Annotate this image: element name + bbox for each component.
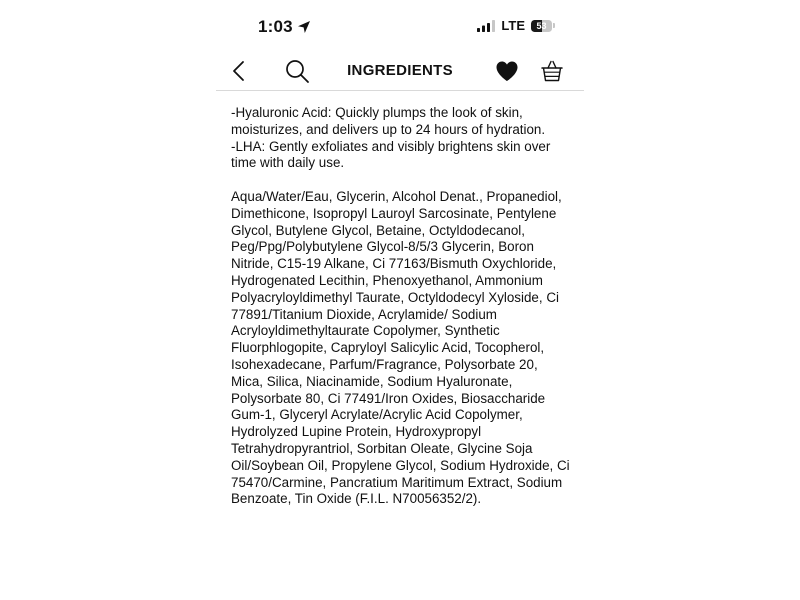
- status-bar: [216, 0, 584, 52]
- status-time: 1:03: [258, 17, 293, 36]
- status-time-group: [258, 17, 311, 37]
- network-type: LTE: [501, 18, 525, 33]
- phone-screen: [216, 0, 584, 600]
- cellular-signal-icon: [477, 20, 495, 32]
- benefit-lha: -LHA: Gently exfoliates and visibly brightens skin over time with daily use.: [231, 138, 551, 171]
- battery-icon: [531, 19, 556, 32]
- shopping-basket-icon: [540, 59, 564, 83]
- basket-button[interactable]: [539, 58, 565, 84]
- battery-level: 53: [536, 20, 547, 31]
- ingredients-list: Aqua/Water/Eau, Glycerin, Alcohol Denat., Propanediol, Dimethicone, Isopropyl Lauroyl Sarcosinate, Pentylene Glycol, Butylene Glycol, Betaine, Octyldodecanol, Peg/Ppg/Polybutylene Glycol-8/5/3 Glycerin, Boron Nitride, C15-19 Alkane, Ci 77163/Bismuth Oxychloride, Hydrogenated Lecithin, Phenoxyethanol, Ammonium Polyacryloyldimethyl Taurate, Octyldodecyl Xyloside, Ci 77891/Titanium Dioxide, Acrylamide/ Sodium Acryloyldimethyltaurate Copolymer, Synthetic Fluorphlogopite, Capryloyl Salicylic Acid, Tocopherol, Isohexadecane, Parfum/Fragrance, Polysorbate 20, Mica, Silica, Niacinamide, Sodium Hyaluronate, Polysorbate 80, Ci 77491/Iron Oxides, Biosaccharide Gum-1, Glyceryl Acrylate/Acrylic Acid Copolymer, Hydrolyzed Lupine Protein, Hydroxypropyl Tetrahydropyrantriol, Sorbitan Oleate, Glycine Soja Oil/Soybean Oil, Propylene Glycol, Sodium Hydroxide, Ci 75470/Carmine, Pancratium Maritimum Extract, Sodium Benzoate, Tin Oxide (F.I.L. N70056352/2).: [231, 188, 570, 507]
- heart-icon: [495, 60, 519, 82]
- benefit-hyaluronic-acid: -Hyaluronic Acid: Quickly plumps the look of skin, moisturizes, and delivers up to 24 hours of hydration.: [231, 105, 546, 137]
- status-indicators: [477, 18, 556, 33]
- ingredients-content: [231, 105, 571, 508]
- nav-bar: [216, 52, 584, 91]
- wishlist-button[interactable]: [494, 58, 520, 84]
- location-arrow-icon: [297, 20, 311, 34]
- page-title: INGREDIENTS: [347, 62, 453, 79]
